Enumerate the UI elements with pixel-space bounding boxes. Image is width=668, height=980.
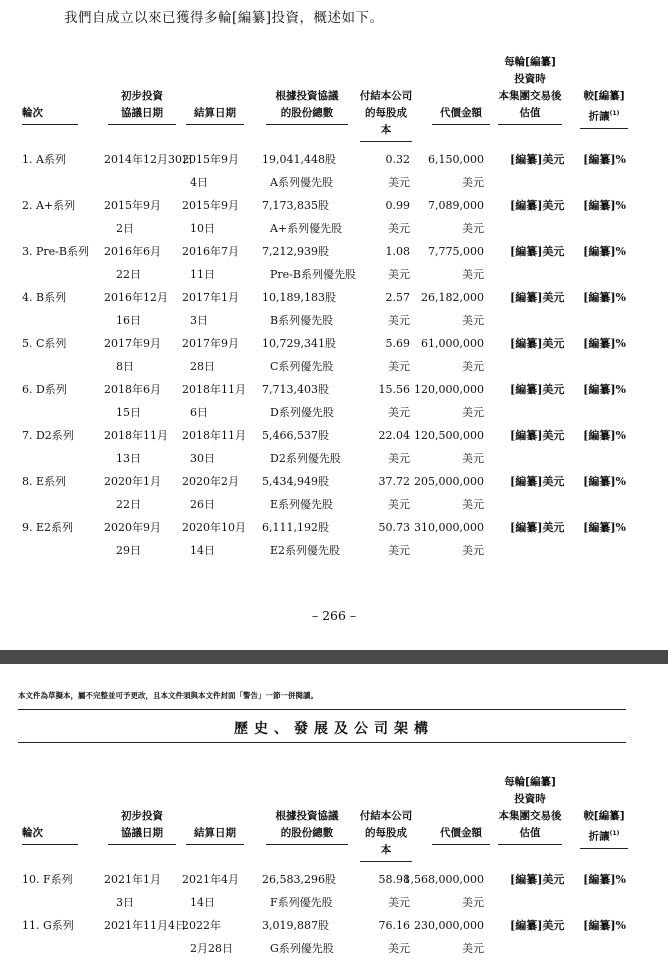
- share-class-cell: E系列優先股: [270, 498, 334, 511]
- settlement-date-cell: 11日: [190, 268, 215, 281]
- cost-unit-cell: 美元: [388, 498, 410, 511]
- header-label-line: [182, 825, 248, 845]
- share-class-cell: D系列優先股: [270, 406, 334, 419]
- header-label: 折讓$^{(1)}$: [580, 105, 628, 129]
- share-class-cell: F系列優先股: [270, 896, 333, 909]
- header-label-line: [576, 105, 632, 129]
- round-cell: 1. A系列: [22, 153, 66, 166]
- header-label-line: [182, 105, 248, 125]
- round-cell: 2. A+系列: [22, 199, 76, 212]
- section-title: 歷史、發展及公司架構: [234, 721, 434, 737]
- header-label: 的每股成本: [360, 105, 412, 142]
- header-label-line: [104, 808, 180, 825]
- round-cell: 6. D系列: [22, 383, 67, 396]
- valuation-cell: [編纂]美元: [510, 873, 565, 886]
- header-cost-per-share: [356, 88, 416, 142]
- header-label: 估值: [498, 105, 562, 125]
- agreement-date-cell: 13日: [116, 452, 141, 465]
- cost-cell: 50.73: [378, 521, 410, 534]
- cost-cell: 15.56: [378, 383, 410, 396]
- cost-cell: 76.16: [378, 919, 410, 932]
- shares-cell: 6,111,192股: [262, 521, 329, 534]
- shares-cell: 19,041,448股: [262, 153, 336, 166]
- page-number: – 266 –: [311, 608, 357, 623]
- agreement-date-cell: 2018年11月: [104, 429, 168, 442]
- agreement-date-cell: 2021年1月: [104, 873, 161, 886]
- header-label: 付結本公司: [359, 90, 413, 102]
- header-label: 付結本公司: [359, 810, 413, 822]
- agreement-date-cell: 2日: [116, 222, 134, 235]
- agreement-date-cell: 22日: [116, 268, 141, 281]
- discount-cell: [編纂]%: [583, 291, 626, 304]
- consideration-unit-cell: 美元: [462, 406, 484, 419]
- cost-unit-cell: 美元: [388, 268, 410, 281]
- settlement-date-cell: 2015年9月: [182, 153, 239, 166]
- header-label-line: [494, 54, 566, 71]
- consideration-cell: 120,500,000: [414, 429, 484, 442]
- consideration-unit-cell: 美元: [462, 452, 484, 465]
- header-label: 本集團交易後: [498, 90, 562, 102]
- valuation-cell: [編纂]美元: [510, 383, 565, 396]
- cost-cell: 5.69: [385, 337, 410, 350]
- header-label: 投資時: [514, 73, 546, 85]
- round-cell: 11. G系列: [22, 919, 74, 932]
- cost-cell: 22.04: [378, 429, 410, 442]
- consideration-cell: 120,000,000: [414, 383, 484, 396]
- settlement-date-cell: 2021年4月: [182, 873, 239, 886]
- header-label-line: [494, 105, 566, 125]
- header-total-shares: [262, 808, 352, 845]
- header-label: 每輪[編纂]: [504, 56, 556, 68]
- agreement-date-cell: 8日: [116, 360, 134, 373]
- consideration-cell: 7,775,000: [428, 245, 484, 258]
- agreement-date-cell: 3日: [116, 896, 134, 909]
- settlement-date-cell: 26日: [190, 498, 215, 511]
- header-label: 結算日期: [186, 825, 244, 845]
- header-settlement-date: [182, 105, 248, 125]
- agreement-date-cell: 2016年12月: [104, 291, 168, 304]
- settlement-date-cell: 28日: [190, 360, 215, 373]
- consideration-cell: 205,000,000: [414, 475, 484, 488]
- settlement-date-cell: 2月28日: [190, 942, 233, 955]
- discount-cell: [編纂]%: [583, 475, 626, 488]
- cost-unit-cell: 美元: [388, 544, 410, 557]
- discount-cell: [編纂]%: [583, 873, 626, 886]
- header-label-line: [356, 808, 416, 825]
- cost-unit-cell: 美元: [388, 222, 410, 235]
- cost-unit-cell: 美元: [388, 314, 410, 327]
- cost-unit-cell: 美元: [388, 360, 410, 373]
- settlement-date-cell: 2018年11月: [182, 429, 246, 442]
- header-label: 較[編纂]: [583, 810, 625, 822]
- header-label: 協議日期: [108, 825, 176, 845]
- header-label-line: [494, 774, 566, 791]
- consideration-cell: 26,182,000: [421, 291, 484, 304]
- header-label-line: [494, 825, 566, 845]
- agreement-date-cell: 2014年12月30日: [104, 153, 193, 166]
- round-cell: 5. C系列: [22, 337, 67, 350]
- header-label: 的每股成本: [360, 825, 412, 862]
- header-label: 折讓$^{(1)}$: [580, 825, 628, 849]
- consideration-unit-cell: 美元: [462, 360, 484, 373]
- header-round: [22, 105, 82, 125]
- cost-unit-cell: 美元: [388, 942, 410, 955]
- discount-cell: [編纂]%: [583, 521, 626, 534]
- header-label: 較[編纂]: [583, 90, 625, 102]
- header-label-line: [262, 825, 352, 845]
- header-label-line: [494, 808, 566, 825]
- shares-cell: 3,019,887股: [262, 919, 329, 932]
- share-class-cell: C系列優先股: [270, 360, 334, 373]
- header-label-line: [356, 825, 416, 862]
- header-consideration: [428, 825, 494, 845]
- valuation-cell: [編纂]美元: [510, 291, 565, 304]
- share-class-cell: Pre-B系列優先股: [270, 268, 356, 281]
- settlement-date-cell: 2018年11月: [182, 383, 246, 396]
- valuation-cell: [編纂]美元: [510, 429, 565, 442]
- discount-cell: [編纂]%: [583, 245, 626, 258]
- settlement-date-cell: 2017年9月: [182, 337, 239, 350]
- share-class-cell: B系列優先股: [270, 314, 334, 327]
- agreement-date-cell: 22日: [116, 498, 141, 511]
- header-label: 輪次: [22, 105, 78, 125]
- header-label: 的股份總數: [266, 105, 348, 125]
- header-label: 本集團交易後: [498, 810, 562, 822]
- header-label: 的股份總數: [266, 825, 348, 845]
- consideration-cell: 61,000,000: [421, 337, 484, 350]
- header-label-line: [494, 88, 566, 105]
- header-label: 根據投資協議: [275, 810, 339, 822]
- consideration-unit-cell: 美元: [462, 544, 484, 557]
- agreement-date-cell: 2021年11月4日: [104, 919, 186, 932]
- table-row: [0, 470, 668, 516]
- share-class-cell: A系列優先股: [270, 176, 333, 189]
- agreement-date-cell: 2016年6月: [104, 245, 161, 258]
- consideration-cell: 310,000,000: [414, 521, 484, 534]
- agreement-date-cell: 2020年1月: [104, 475, 161, 488]
- consideration-cell: 6,150,000: [428, 153, 484, 166]
- valuation-cell: [編纂]美元: [510, 245, 565, 258]
- cost-cell: 1.08: [385, 245, 410, 258]
- valuation-cell: [編纂]美元: [510, 199, 565, 212]
- header-label: 估值: [498, 825, 562, 845]
- cost-unit-cell: 美元: [388, 176, 410, 189]
- header-label-line: [104, 105, 180, 125]
- settlement-date-cell: 2020年10月: [182, 521, 246, 534]
- round-cell: 9. E2系列: [22, 521, 74, 534]
- cost-cell: 37.72: [378, 475, 410, 488]
- shares-cell: 10,189,183股: [262, 291, 336, 304]
- shares-cell: 26,583,296股: [262, 873, 336, 886]
- settlement-date-cell: 2020年2月: [182, 475, 239, 488]
- page-267: [0, 664, 668, 980]
- discount-cell: [編纂]%: [583, 337, 626, 350]
- consideration-cell: 1,568,000,000: [403, 873, 484, 886]
- header-cost-per-share: [356, 808, 416, 862]
- header-label-line: [428, 825, 494, 845]
- header-label-line: [356, 105, 416, 142]
- valuation-cell: [編纂]美元: [510, 153, 565, 166]
- header-label-line: [494, 71, 566, 88]
- shares-cell: 5,466,537股: [262, 429, 329, 442]
- header-round: [22, 825, 82, 845]
- consideration-unit-cell: 美元: [462, 314, 484, 327]
- settlement-date-cell: 14日: [190, 544, 215, 557]
- divider: [18, 742, 626, 743]
- table-row: [0, 332, 668, 378]
- header-discount: [576, 808, 632, 849]
- table-row: [0, 424, 668, 470]
- intro-text: 我們自成立以來已獲得多輪[編纂]投資，概述如下。: [64, 10, 384, 26]
- settlement-date-cell: 4日: [190, 176, 208, 189]
- consideration-unit-cell: 美元: [462, 176, 484, 189]
- share-class-cell: D2系列優先股: [270, 452, 341, 465]
- share-class-cell: G系列優先股: [270, 942, 334, 955]
- settlement-date-cell: 2016年7月: [182, 245, 239, 258]
- table-row: [0, 286, 668, 332]
- valuation-cell: [編纂]美元: [510, 919, 565, 932]
- header-label-line: [576, 825, 632, 849]
- table-row: [0, 868, 668, 914]
- discount-cell: [編纂]%: [583, 199, 626, 212]
- consideration-unit-cell: 美元: [462, 498, 484, 511]
- page-separator: [0, 650, 668, 664]
- consideration-cell: 7,089,000: [428, 199, 484, 212]
- shares-cell: 7,173,835股: [262, 199, 329, 212]
- agreement-date-cell: 2017年9月: [104, 337, 161, 350]
- valuation-cell: [編纂]美元: [510, 475, 565, 488]
- consideration-unit-cell: 美元: [462, 942, 484, 955]
- cost-cell: 58.98: [378, 873, 410, 886]
- header-label-line: [104, 825, 180, 845]
- header-label: 初步投資: [121, 810, 163, 822]
- round-cell: 10. F系列: [22, 873, 73, 886]
- round-cell: 3. Pre-B系列: [22, 245, 89, 258]
- header-label: 代價金額: [432, 105, 490, 125]
- cost-cell: 0.32: [385, 153, 410, 166]
- header-agreement-date: [104, 808, 180, 845]
- shares-cell: 5,434,949股: [262, 475, 329, 488]
- discount-cell: [編纂]%: [583, 383, 626, 396]
- shares-cell: 7,713,403股: [262, 383, 329, 396]
- table-row: [0, 240, 668, 286]
- discount-cell: [編纂]%: [583, 153, 626, 166]
- header-label-line: [262, 808, 352, 825]
- settlement-date-cell: 3日: [190, 314, 208, 327]
- divider: [18, 709, 626, 710]
- header-label-line: [576, 808, 632, 825]
- header-label: 初步投資: [121, 90, 163, 102]
- valuation-cell: [編纂]美元: [510, 521, 565, 534]
- agreement-date-cell: 15日: [116, 406, 141, 419]
- header-valuation: [494, 54, 566, 125]
- header-label: 根據投資協議: [275, 90, 339, 102]
- footnote-marker: (1): [609, 110, 620, 117]
- table-row: [0, 516, 668, 562]
- header-label-line: [262, 105, 352, 125]
- header-label-line: [576, 88, 632, 105]
- share-class-cell: E2系列優先股: [270, 544, 341, 557]
- header-label: 投資時: [514, 793, 546, 805]
- header-label-line: [262, 88, 352, 105]
- header-label-line: [428, 105, 494, 125]
- consideration-cell: 230,000,000: [414, 919, 484, 932]
- header-label: 每輪[編纂]: [504, 776, 556, 788]
- cost-cell: 0.99: [385, 199, 410, 212]
- valuation-cell: [編纂]美元: [510, 337, 565, 350]
- round-cell: 7. D2系列: [22, 429, 74, 442]
- header-label-line: [356, 88, 416, 105]
- table-row: [0, 378, 668, 424]
- footnote-marker: (1): [609, 830, 620, 837]
- settlement-date-cell: 6日: [190, 406, 208, 419]
- header-agreement-date: [104, 88, 180, 125]
- table-row: [0, 914, 668, 960]
- round-cell: 8. E系列: [22, 475, 67, 488]
- consideration-unit-cell: 美元: [462, 896, 484, 909]
- agreement-date-cell: 2018年6月: [104, 383, 161, 396]
- share-class-cell: A+系列優先股: [270, 222, 343, 235]
- header-label: 結算日期: [186, 105, 244, 125]
- cost-unit-cell: 美元: [388, 452, 410, 465]
- agreement-date-cell: 29日: [116, 544, 141, 557]
- header-label: 協議日期: [108, 105, 176, 125]
- round-cell: 4. B系列: [22, 291, 67, 304]
- draft-notice: 本文件為草擬本，屬不完整並可予更改，且本文件須與本文件封面「警告」一節一併閱讀。: [18, 691, 318, 700]
- consideration-unit-cell: 美元: [462, 222, 484, 235]
- shares-cell: 7,212,939股: [262, 245, 329, 258]
- cost-unit-cell: 美元: [388, 406, 410, 419]
- consideration-unit-cell: 美元: [462, 268, 484, 281]
- settlement-date-cell: 2022年: [182, 919, 221, 932]
- header-label: 代價金額: [432, 825, 490, 845]
- discount-cell: [編纂]%: [583, 429, 626, 442]
- agreement-date-cell: 2020年9月: [104, 521, 161, 534]
- settlement-date-cell: 2015年9月: [182, 199, 239, 212]
- header-label-line: [494, 791, 566, 808]
- table-row: [0, 194, 668, 240]
- header-label: 輪次: [22, 825, 78, 845]
- header-settlement-date: [182, 825, 248, 845]
- table-row: [0, 148, 668, 194]
- settlement-date-cell: 2017年1月: [182, 291, 239, 304]
- header-discount: [576, 88, 632, 129]
- agreement-date-cell: 2015年9月: [104, 199, 161, 212]
- settlement-date-cell: 30日: [190, 452, 215, 465]
- cost-unit-cell: 美元: [388, 896, 410, 909]
- discount-cell: [編纂]%: [583, 919, 626, 932]
- cost-cell: 2.57: [385, 291, 410, 304]
- header-total-shares: [262, 88, 352, 125]
- shares-cell: 10,729,341股: [262, 337, 336, 350]
- settlement-date-cell: 10日: [190, 222, 215, 235]
- header-consideration: [428, 105, 494, 125]
- settlement-date-cell: 14日: [190, 896, 215, 909]
- header-label-line: [104, 88, 180, 105]
- agreement-date-cell: 16日: [116, 314, 141, 327]
- header-valuation: [494, 774, 566, 845]
